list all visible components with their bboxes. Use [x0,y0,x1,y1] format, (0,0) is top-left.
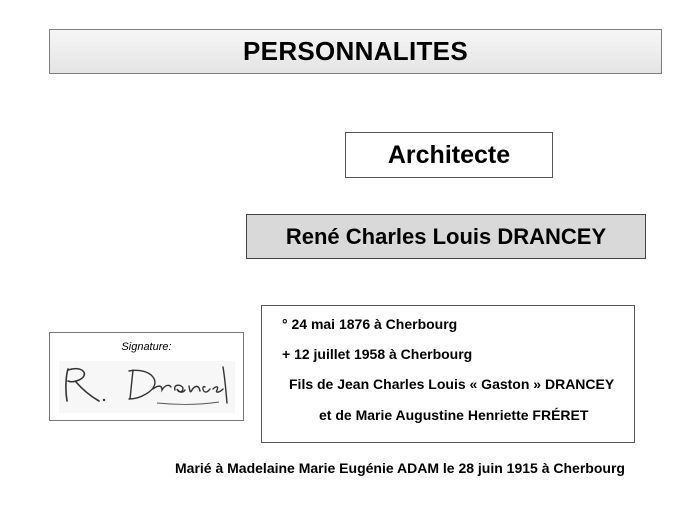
birth-line: ° 24 mai 1876 à Cherbourg [282,316,458,332]
title-banner [49,29,662,74]
signature-label: Signature: [121,341,172,353]
marriage-line: Marié à Madelaine Marie Eugénie ADAM le 28 juin 1915 à Cherbourg [175,460,625,476]
signature-image [59,361,235,413]
profession-label: Architecte [387,140,511,169]
person-full-name: René Charles Louis DRANCEY [285,223,607,249]
death-line: + 12 juillet 1958 à Cherbourg [282,346,473,362]
biography-box [261,305,635,443]
person-name-box [246,214,646,259]
page-title: PERSONNALITES [243,36,468,66]
mother-line: et de Marie Augustine Henriette FRÉRET [319,407,589,423]
signature-panel [49,332,244,421]
profession-box [345,132,553,178]
father-line: Fils de Jean Charles Louis « Gaston » DRANCEY [289,376,615,392]
